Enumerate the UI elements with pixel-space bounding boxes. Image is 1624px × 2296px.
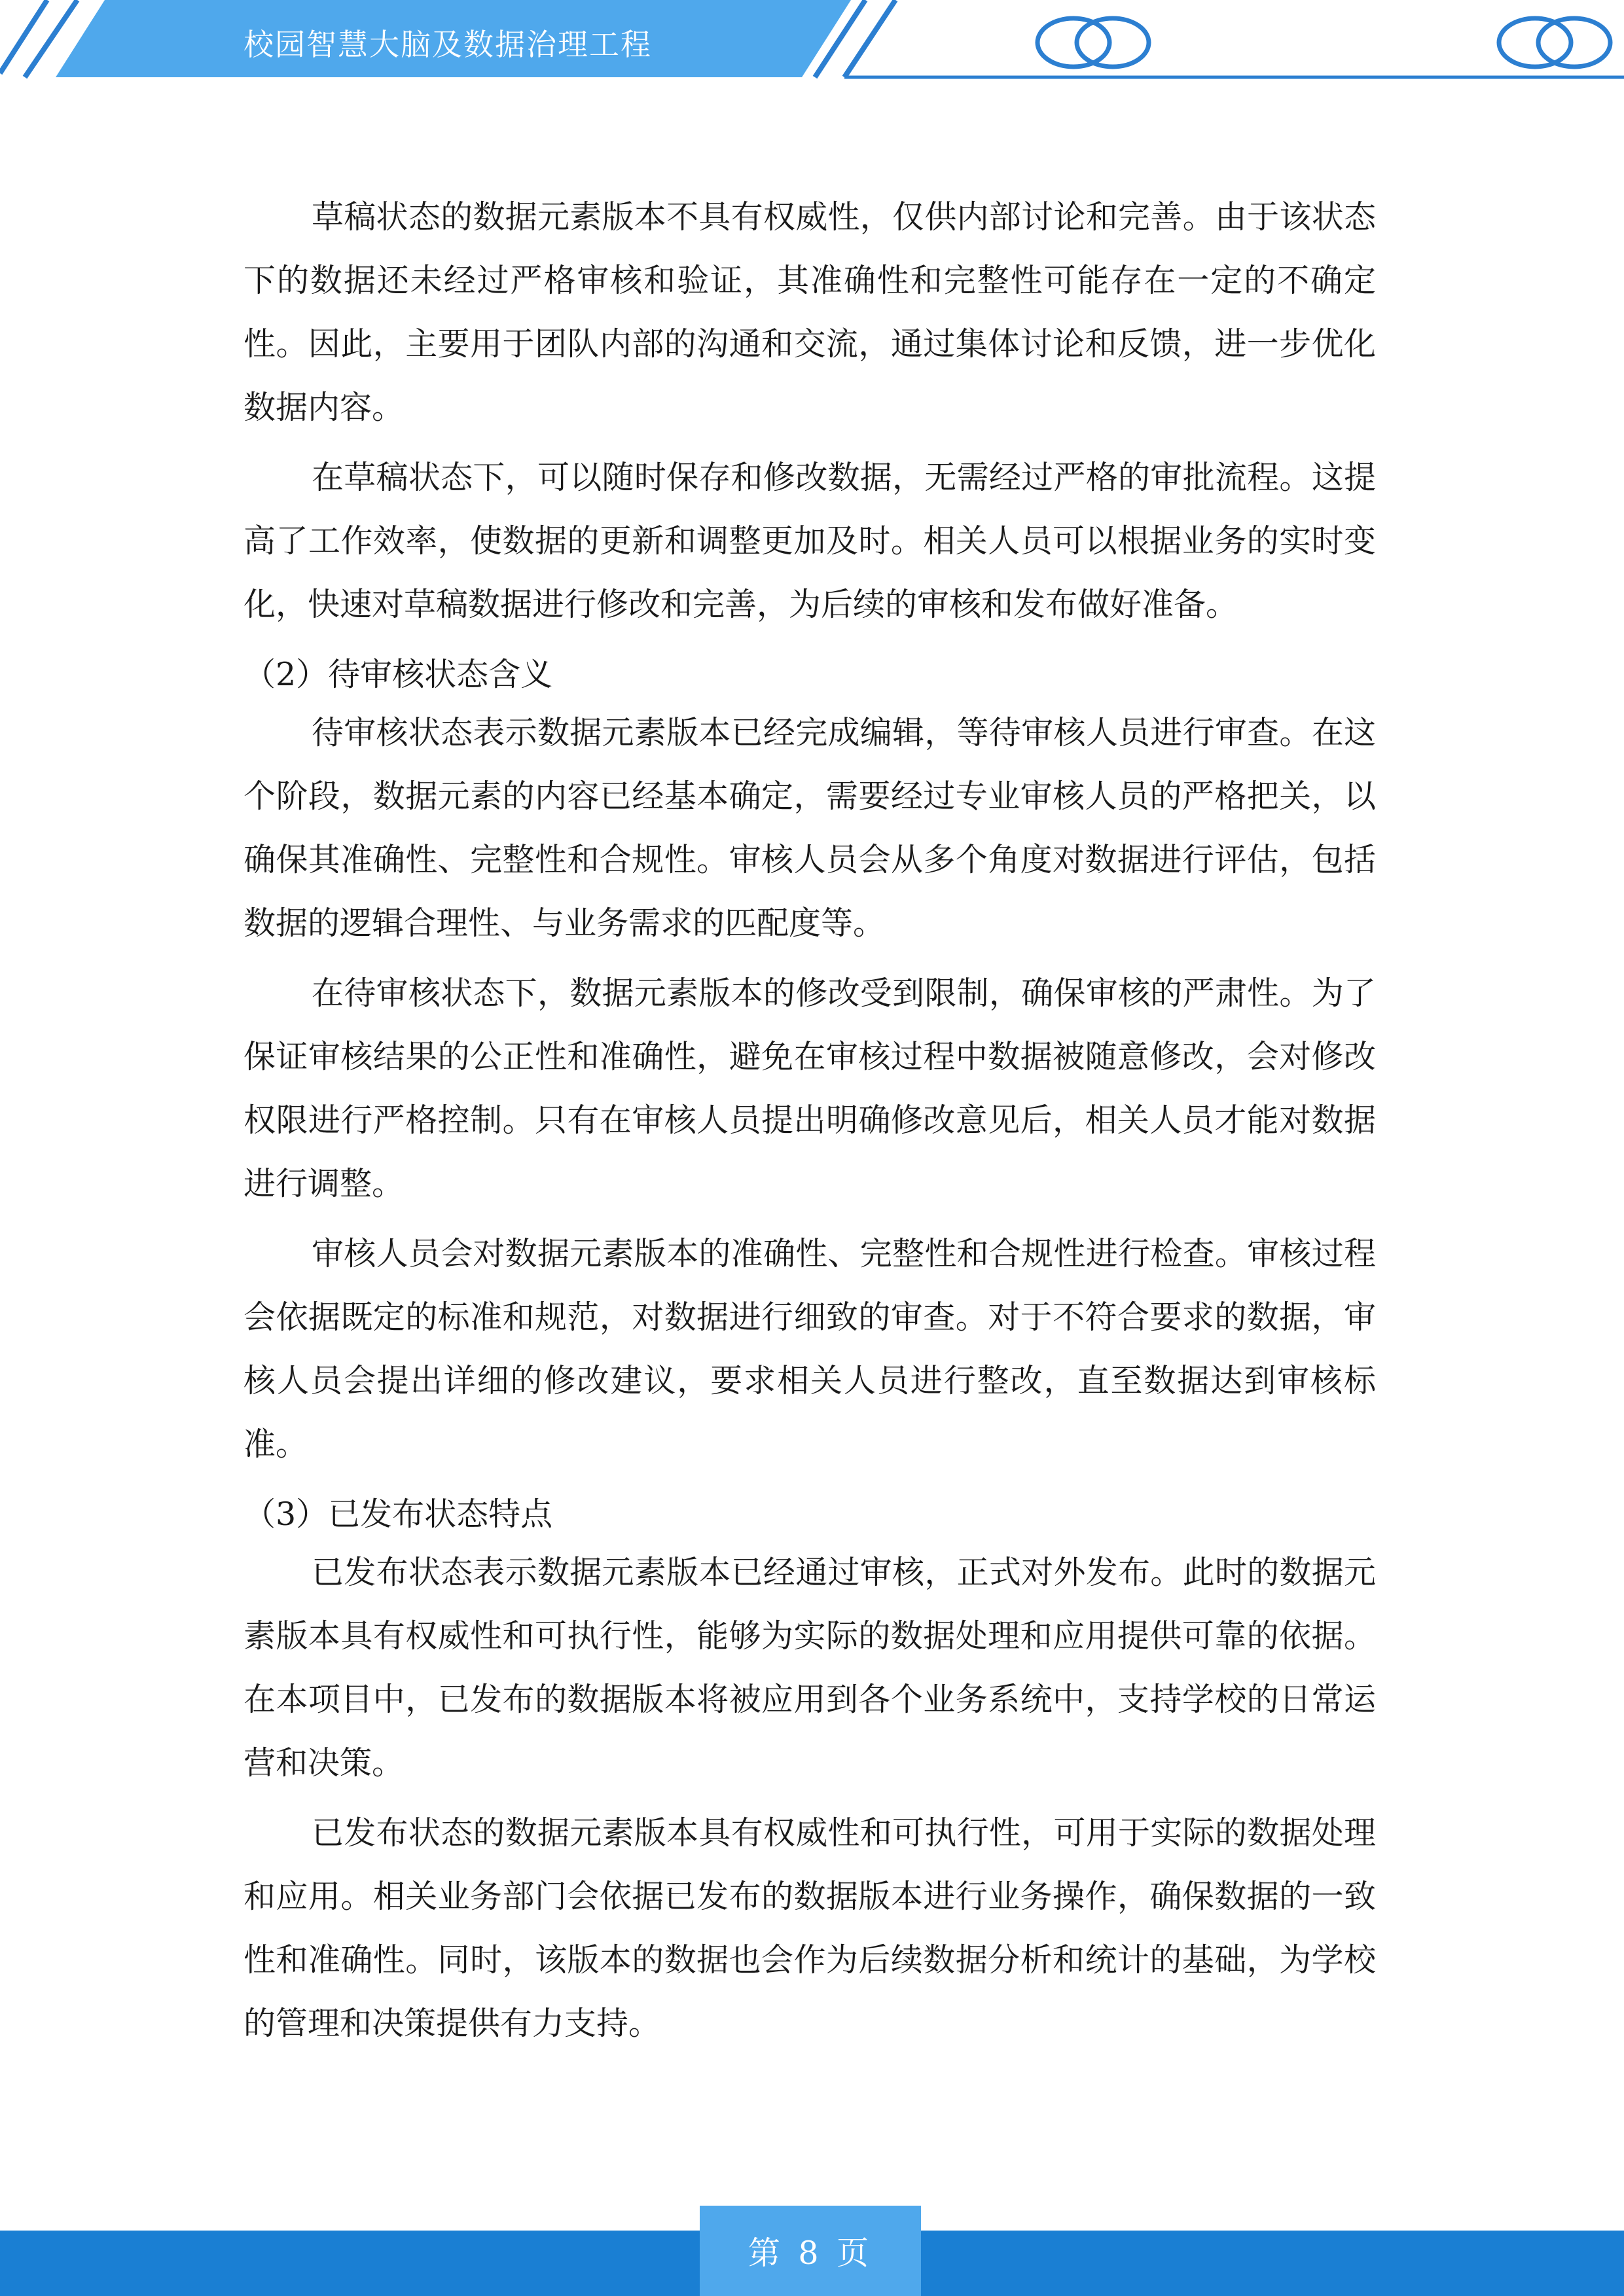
- paragraph: 在草稿状态下，可以随时保存和修改数据，无需经过严格的审批流程。这提高了工作效率，使数据的更新和调整更加及时。相关人员可以根据业务的实时变化，快速对草稿数据进行修改和完善，为后续的审核和发布做好准备。: [244, 459, 1376, 623]
- header-stripe-1: [0, 0, 47, 73]
- page-number: 第 8 页: [700, 2206, 921, 2296]
- header-stripe-4: [844, 0, 895, 77]
- paragraph: 待审核状态表示数据元素版本已经完成编辑，等待审核人员进行审查。在这个阶段，数据元素的内容已经基本确定，需要经过专业审核人员的严格把关，以确保其准确性、完整性和合规性。审核人员会从多个角度对数据进行评估，包括数据的逻辑合理性、与业务需求的匹配度等。: [244, 714, 1376, 942]
- rings-logo-right: [1499, 18, 1610, 67]
- paragraph: 审核人员会对数据元素版本的准确性、完整性和合规性进行检查。审核过程会依据既定的标准和规范，对数据进行细致的审查。对于不符合要求的数据，审核人员会提出详细的修改建议，要求相关人员进行整改，直至数据达到审核标准。: [244, 1235, 1376, 1463]
- document-body: [244, 185, 1376, 2062]
- paragraph: 在待审核状态下，数据元素版本的修改受到限制，确保审核的严肃性。为了保证审核结果的公正性和准确性，避免在审核过程中数据被随意修改，会对修改权限进行严格控制。只有在审核人员提出明确修改意见后，相关人员才能对数据进行调整。: [244, 975, 1376, 1202]
- paragraph: 已发布状态表示数据元素版本已经通过审核，正式对外发布。此时的数据元素版本具有权威性和可执行性，能够为实际的数据处理和应用提供可靠的依据。在本项目中，已发布的数据版本将被应用到各个业务系统中，支持学校的日常运营和决策。: [244, 1554, 1376, 1782]
- paragraph: 草稿状态的数据元素版本不具有权威性，仅供内部讨论和完善。由于该状态下的数据还未经过严格审核和验证，其准确性和完整性可能存在一定的不确定性。因此，主要用于团队内部的沟通和交流，通过集体讨论和反馈，进一步优化数据内容。: [244, 198, 1376, 426]
- rings-logo-left: [1038, 18, 1149, 67]
- page-header: [0, 0, 1624, 85]
- section-heading: （2）待审核状态含义: [244, 656, 553, 693]
- section-heading: （3）已发布状态特点: [244, 1496, 553, 1533]
- paragraph: 已发布状态的数据元素版本具有权威性和可执行性，可用于实际的数据处理和应用。相关业务部门会依据已发布的数据版本进行业务操作，确保数据的一致性和准确性。同时，该版本的数据也会作为后续数据分析和统计的基础，为学校的管理和决策提供有力支持。: [244, 1814, 1376, 2042]
- document-title: 校园智慧大脑及数据治理工程: [244, 27, 652, 62]
